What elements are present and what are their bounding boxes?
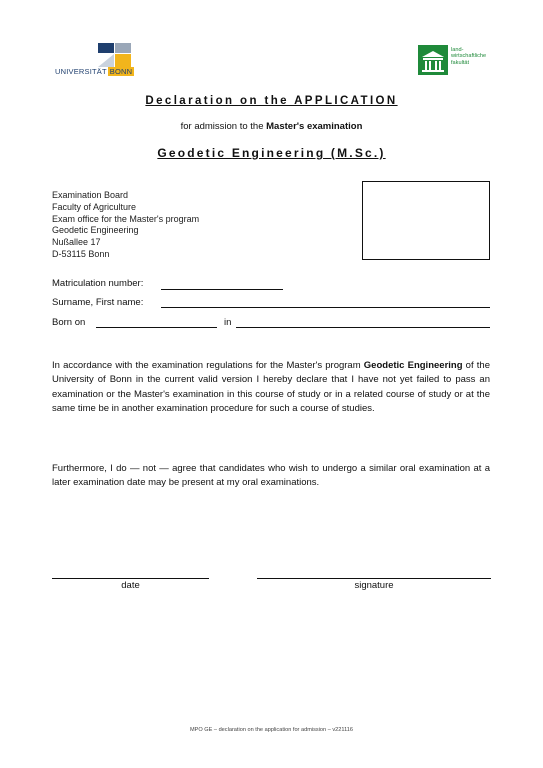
photo-box [362, 181, 490, 260]
university-logo-mark-icon [98, 43, 131, 67]
address-line: Faculty of Agriculture [52, 201, 137, 212]
document-title: Declaration on the APPLICATION [145, 95, 398, 107]
university-word: UNIVERSITÄT [55, 67, 107, 76]
program-title: Geodetic Engineering (M.Sc.) [157, 146, 386, 160]
address-line: Examination Board [52, 190, 129, 200]
address-line: Geodetic Engineering [52, 225, 139, 236]
birthplace-label: in [224, 317, 232, 328]
signature-label: signature [354, 580, 394, 591]
faculty-logo-text [451, 47, 486, 66]
date-label: date [121, 580, 140, 591]
declaration-paragraph: In accordance with the examination regulations for the Master's program Geodetic Engineering of the University of Bonn in the current valid version I hereby declare that I have not yet failed to pass an examination or the Master's examination in this course of study or in a related course of study or at the same time be in another examination procedure for such a course of studies. [52, 360, 490, 415]
birth-date-field[interactable] [96, 327, 217, 328]
university-bonn-logo [55, 43, 145, 79]
birthplace-field[interactable] [236, 327, 490, 328]
born-on-label: Born on [52, 317, 86, 328]
surname-field[interactable] [161, 307, 490, 308]
footer-text: MPO GE – declaration on the application for admission – v221116 [189, 727, 354, 733]
bonn-word: BONN [109, 67, 133, 76]
date-line[interactable] [52, 578, 209, 579]
faculty-text-line: land- [451, 47, 464, 53]
faculty-text-line: fakultät [451, 59, 470, 66]
university-logo-text [55, 67, 134, 76]
matriculation-label: Matriculation number: [52, 278, 144, 289]
faculty-text-line: wirtschaftliche [451, 53, 487, 60]
surname-label: Surname, First name: [52, 297, 144, 308]
faculty-building-icon [418, 45, 448, 75]
recipient-address [52, 190, 199, 261]
faculty-logo [418, 45, 498, 79]
signature-line[interactable] [257, 578, 491, 579]
matriculation-field[interactable] [161, 289, 283, 290]
document-subtitle: for admission to the Master's examination [180, 121, 363, 132]
address-line: Exam office for the Master's program [52, 213, 200, 224]
address-line: Nußallee 17 [52, 237, 101, 248]
consent-paragraph: Furthermore, I do — not — agree that candidates who wish to undergo a similar oral examination at a later examination date may be present at my oral examinations. [52, 463, 490, 489]
address-line: D-53115 Bonn [52, 248, 110, 259]
